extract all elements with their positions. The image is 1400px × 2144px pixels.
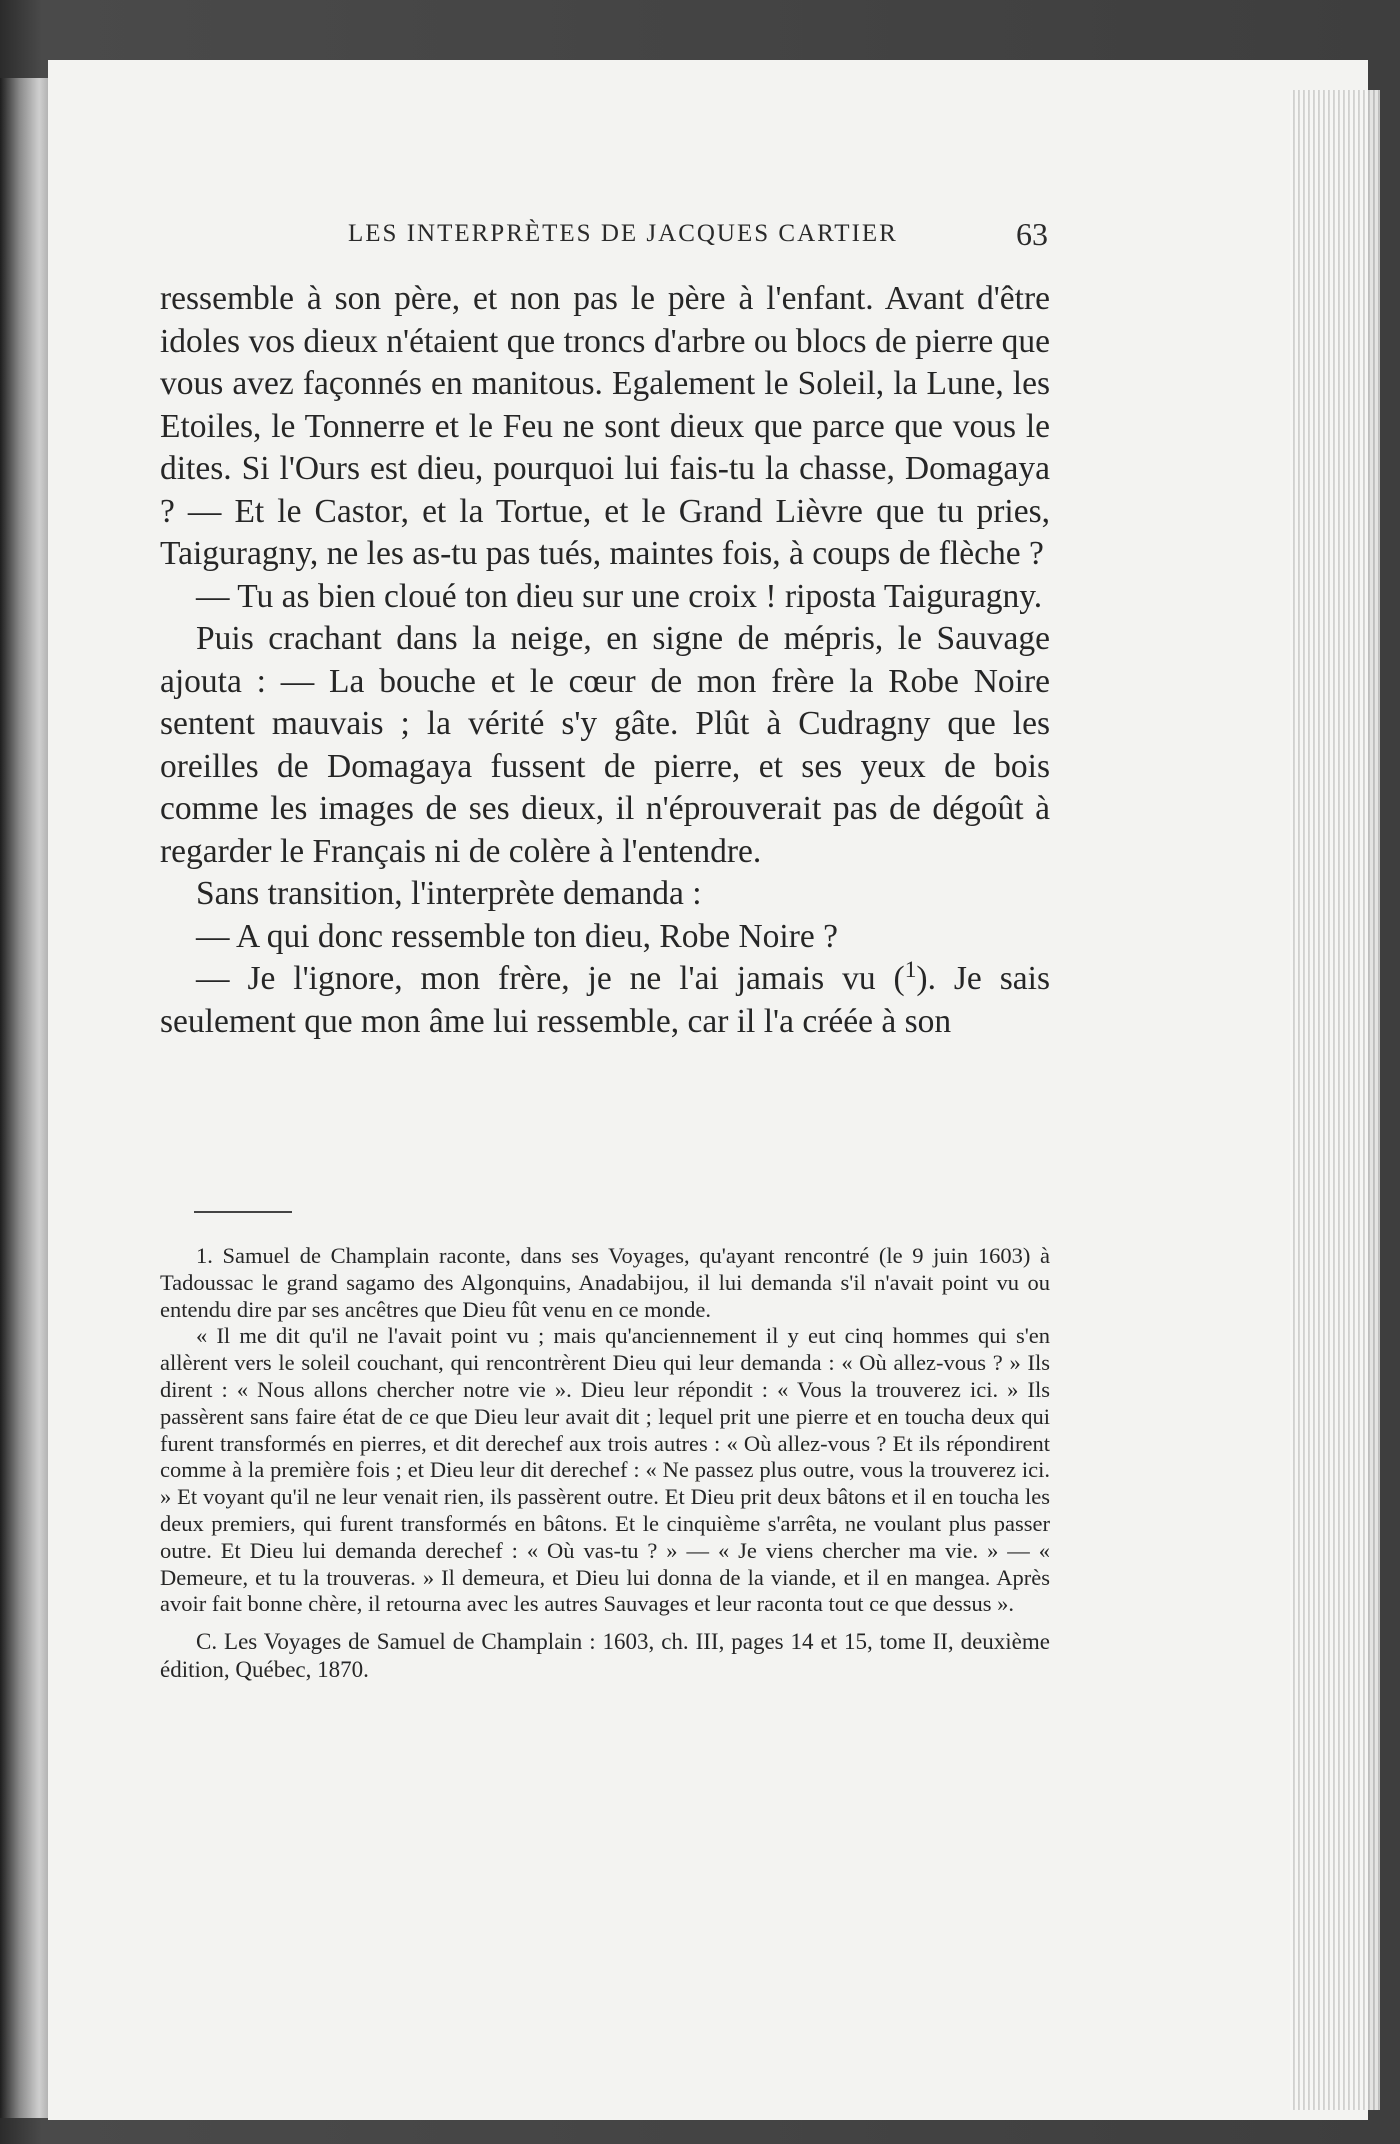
main-text [160,278,1050,1043]
page-number: 63 [1016,216,1048,252]
paragraph-text-end: ). Je sais seulement que mon âme lui ressemble, car il l'a créée à son [160,960,1050,1040]
paragraph: — A qui donc ressemble ton dieu, Robe Noire ? [196,917,838,955]
footnote-source: C. Les Voyages de Samuel de Champlain : 1603, ch. III, pages 14 et 15, tome II, deuxième édition, Québec, 1870. [160,1629,1050,1683]
paragraph-text-start: — Je l'ignore, mon frère, je ne l'ai jamais vu ( [196,960,905,997]
paragraph: Puis crachant dans la neige, en signe de mépris, le Sauvage ajouta : — La bouche et le cœur de mon frère la Robe Noire sentent mauvais ; la vérité s'y gâte. Plût à Cudragny que les oreilles de Domagaya fussent de pierre, et ses yeux de bois comme les images de ses dieux, il n'éprouverait pas de dégoût à regarder le Français ni de colère à l'entendre. [160,620,1050,870]
footnote-quote: « Il me dit qu'il ne l'avait point vu ; mais qu'anciennement il y eut cinq hommes qui s'en allèrent vers le soleil couchant, qui rencontrèrent Dieu qui leur demanda : « Où allez-vous ? » Ils dirent : « Nous allons chercher notre vie ». Dieu leur répondit : « Vous la trouverez ici. » Ils passèrent sans faire état de ce que Dieu leur avait dit ; lequel prit une pierre et en toucha deux qui furent transformés en pierres, et dit derechef aux trois autres : « Où allez-vous ? Et ils répondirent comme à la première fois ; et Dieu leur dit derechef : « Ne passez plus outre, vous la trouverez ici. » Et voyant qu'il ne leur venait rien, ils passèrent outre. Et Dieu prit deux bâtons et il en toucha les deux premiers, qui furent transformés en bâtons. Et le cinquième s'arrêta, ne voulant plus passer outre. Et Dieu lui demanda derechef : « Où vas-tu ? » — « Je viens chercher ma vie. » — « Demeure, et tu la trouveras. » Il demeura, et Dieu lui donna de la viande, et il en mangea. Après avoir fait bonne chère, il retourna avec les autres Sauvages et leur raconta tout ce que dessus ». [160,1323,1050,1617]
page-stack-edges [1290,90,1380,2110]
footnote-divider [194,1211,292,1213]
paragraph [160,958,1050,1043]
paragraph: ressemble à son père, et non pas le père à l'enfant. Avant d'être idoles vos dieux n'étaient que troncs d'arbre ou blocs de pierre que vous avez façonnés en manitous. Egalement le Soleil, la Lune, les Etoiles, le Tonnerre et le Feu ne sont dieux que parce que vous le dites. Si l'Ours est dieu, pourquoi lui fais-tu la chasse, Domagaya ? — Et le Castor, et la Tortue, et le Grand Lièvre que tu pries, Taiguragny, ne les as-tu pas tués, maintes fois, à coups de flèche ? [160,280,1050,572]
footnotes [160,1243,1050,1684]
paragraph: Sans transition, l'interprète demanda : [196,875,702,912]
footnote-1: 1. Samuel de Champlain raconte, dans ses Voyages, qu'ayant rencontré (le 9 juin 1603) à Tadoussac le grand sagamo des Algonquins, Anadabijou, il lui demanda s'il n'avait point vu ou entendu dire par ses ancêtres que Dieu fût venu en ce monde. [160,1243,1050,1322]
running-head: LES INTERPRÈTES DE JACQUES CARTIER [348,220,898,247]
footnote-marker: 1 [904,956,917,983]
paragraph: — Tu as bien cloué ton dieu sur une croix ! riposta Taiguragny. [196,577,1043,615]
